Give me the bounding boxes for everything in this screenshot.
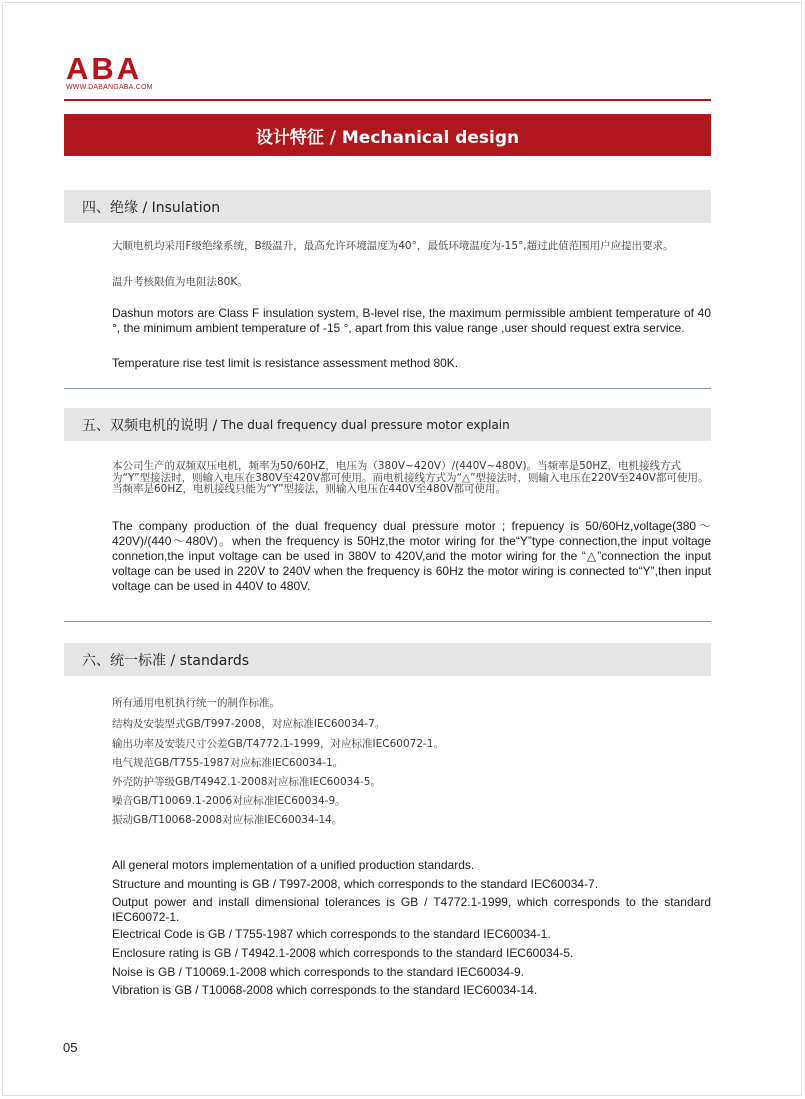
standards-en-line: Structure and mounting is GB / T997-2008, which corresponds to the standard IEC60034-7. — [112, 877, 599, 891]
section-heading-en: The dual frequency dual pressure motor explain — [221, 417, 510, 432]
dual-frequency-cn-paragraph: 本公司生产的双频双压电机，频率为50/60HZ，电压为（380V~420V）/(440V~480V)。当频率是50HZ，电机接线方式为“Y”型接法时，则输入电压在380V至420V都可使用。而电机接线方式为“△”型接法时，则输入电压在220V至240V都可使用。当频率是60HZ，电机接线只能为“Y”型接法，则输入电压在440V至480V都可使用。 — [112, 460, 709, 495]
standards-cn-line: 外壳防护等级GB/T4942.1-2008对应标准IEC60034-5。 — [112, 776, 381, 788]
standards-cn-line: 振动GB/T10068-2008对应标准IEC60034-14。 — [112, 814, 343, 826]
insulation-cn-paragraph-2: 温升考核限值为电阻法80K。 — [112, 276, 248, 288]
section-divider — [64, 388, 711, 389]
dual-frequency-en-paragraph: The company production of the dual frequency dual pressure motor ; frepuency is 50/60Hz,voltage(380～420V)/(440～480V)。when the frequency is 50Hz,the motor wiring for the“Y”type connection,the input voltage connetion,the input voltage can be used in 380V to 420V,and the motor wiring for the “△”connection the input voltage can be used in 220V to 240V when the frequency is 60Hz the motor wiring is connected to“Y”,then input voltage can be used in 440V to 480V. — [112, 519, 711, 593]
header-rule — [64, 99, 711, 101]
standards-en-line: Vibration is GB / T10068-2008 which corresponds to the standard IEC60034-14. — [112, 983, 538, 997]
section-heading-text: 四、绝缘 / Insulation — [82, 199, 221, 216]
section-divider — [64, 621, 711, 622]
logo-url: WWW.DABANGABA.COM — [66, 84, 153, 91]
standards-cn-line: 噪音GB/T10069.1-2006对应标准IEC60034-9。 — [112, 795, 346, 807]
insulation-cn-paragraph-1: 大顺电机均采用F级绝缘系统，B级温升，最高允许环境温度为40°，最低环境温度为-15°,超过此值范围用户应提出要求。 — [112, 240, 674, 252]
insulation-en-paragraph-2: Temperature rise test limit is resistance assessment method 80K. — [112, 356, 459, 370]
standards-en-line: Output power and install dimensional tolerances is GB / T4772.1-1999, which corresponds to the standard IEC60072-1. — [112, 895, 711, 924]
standards-en-line: All general motors implementation of a unified production standards. — [112, 858, 475, 872]
section-heading-text: 六、统一标准 / standards — [82, 652, 250, 669]
standards-cn-line: 输出功率及安装尺寸公差GB/T4772.1-1999，对应标准IEC60072-1。 — [112, 738, 444, 750]
page-number: 05 — [63, 1040, 78, 1055]
section-heading-standards — [64, 643, 711, 676]
section-heading-dual-frequency — [64, 408, 711, 441]
standards-en-line: Noise is GB / T10069.1-2008 which corresponds to the standard IEC60034-9. — [112, 965, 525, 979]
section-heading-cn: 五、双频电机的说明 / — [82, 417, 218, 434]
standards-en-line: Electrical Code is GB / T755-1987 which corresponds to the standard IEC60034-1. — [112, 927, 551, 941]
page-title: 设计特征 / Mechanical design — [64, 114, 711, 156]
section-heading-insulation — [64, 190, 711, 223]
standards-en-line: Enclosure rating is GB / T4942.1-2008 which corresponds to the standard IEC60034-5. — [112, 946, 574, 960]
brand-logo — [66, 51, 153, 91]
insulation-en-paragraph-1: Dashun motors are Class F insulation system, B-level rise, the maximum permissible ambient temperature of 40 °, the minimum ambient temperature of -15 °, apart from this value range ,user should request extra service. — [112, 306, 711, 335]
standards-cn-line: 电气规范GB/T755-1987对应标准IEC60034-1。 — [112, 757, 344, 769]
logo-text: ABA — [66, 51, 143, 86]
standards-cn-line: 所有通用电机执行统一的制作标准。 — [112, 697, 280, 709]
standards-cn-line: 结构及安装型式GB/T997-2008，对应标准IEC60034-7。 — [112, 718, 386, 730]
